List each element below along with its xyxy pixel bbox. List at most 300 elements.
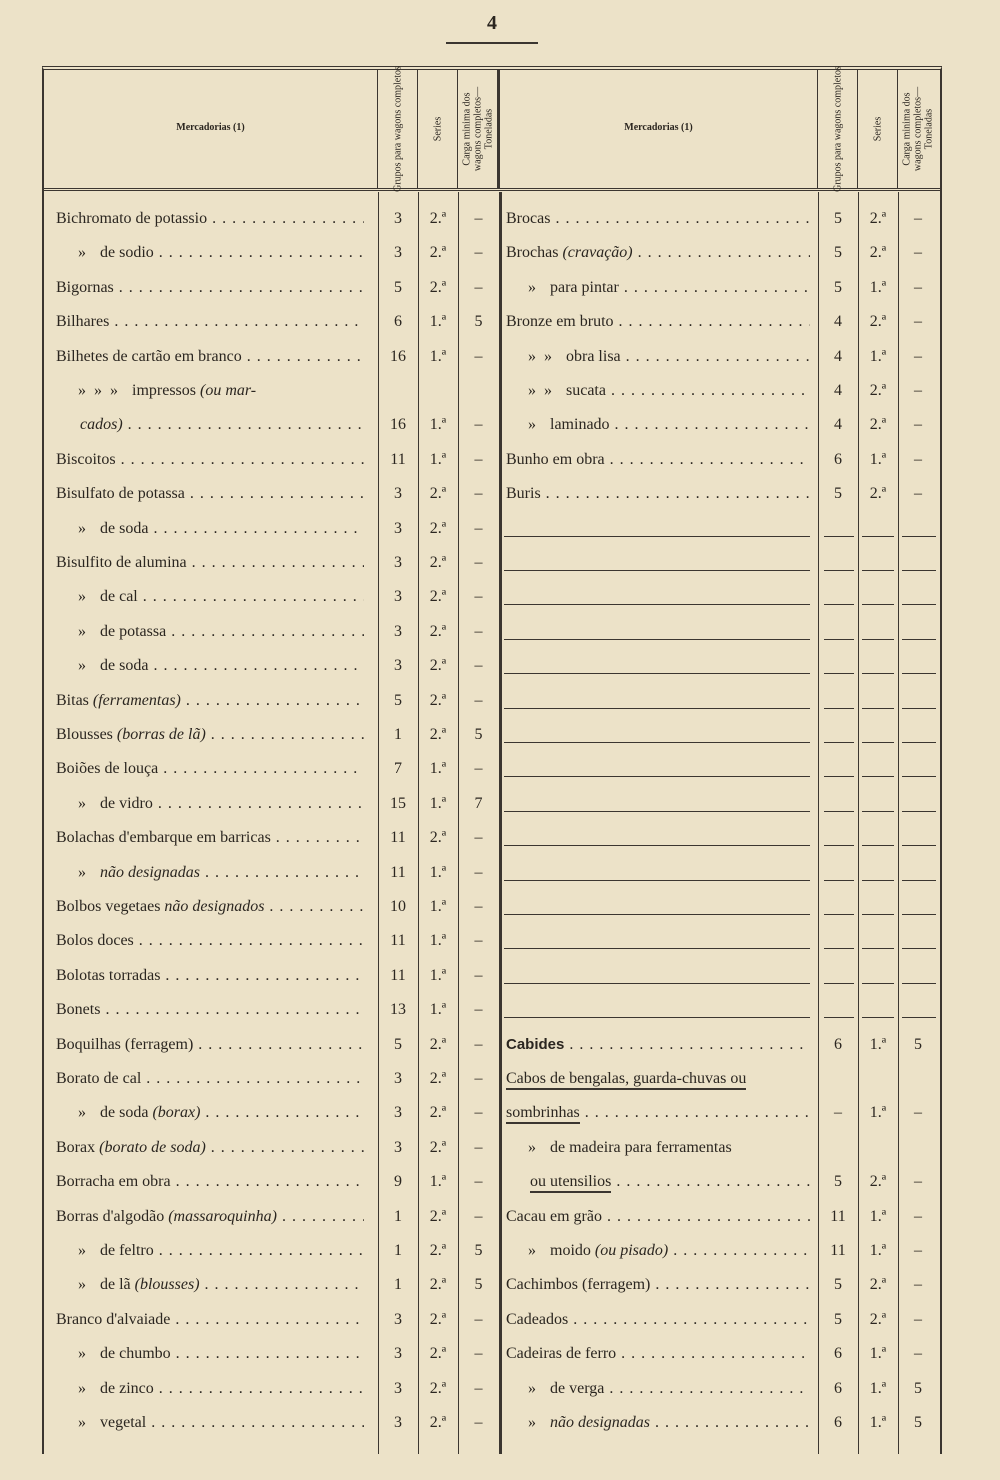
grupo-cell: 1	[394, 1242, 402, 1259]
serie-cell: 2.ª	[429, 1345, 447, 1363]
item-name	[56, 856, 364, 890]
serie-cell: 2.ª	[429, 1104, 447, 1122]
header-mercadorias-right	[500, 70, 818, 188]
item-name	[506, 1406, 810, 1440]
serie-cell: 1.ª	[429, 1173, 447, 1191]
item-qualifier: (borax)	[152, 1104, 201, 1122]
table-row	[44, 512, 940, 546]
serie-cell: 1.ª	[869, 1242, 887, 1259]
carga-cell: –	[474, 1345, 483, 1363]
item-name	[506, 236, 810, 270]
item-label: Bigornas	[56, 278, 114, 296]
item-text	[506, 210, 810, 227]
item-text	[506, 279, 810, 296]
item-name	[506, 443, 810, 477]
serie-cell: 1.ª	[869, 1207, 887, 1225]
item-label: Borracha em obra	[56, 1173, 171, 1191]
item-text	[56, 795, 364, 812]
grupo-cell: 9	[394, 1173, 402, 1191]
serie-cell: 2.ª	[429, 726, 447, 743]
grupo-cell: 5	[834, 210, 842, 227]
item-name	[506, 271, 810, 305]
item-label: Bolotas torradas	[56, 966, 161, 984]
item-label: Bolos doces	[56, 932, 134, 950]
grupo-cell: 4	[834, 313, 842, 331]
carga-cell: –	[474, 622, 483, 640]
ditto-mark: »	[78, 622, 86, 640]
item-name	[506, 477, 810, 511]
blank-rule	[504, 742, 810, 743]
item-label: Cadeados	[506, 1310, 569, 1328]
table-row	[44, 821, 940, 855]
item-qualifier: (massaroquinha)	[168, 1207, 277, 1225]
item-name	[56, 615, 364, 649]
carga-cell: –	[914, 1345, 922, 1363]
item-name	[56, 890, 364, 924]
grupo-cell: 6	[394, 313, 402, 331]
blank-rule	[504, 708, 810, 709]
item-text	[506, 313, 810, 330]
header-carga-left	[458, 70, 500, 188]
item-name	[56, 821, 364, 855]
header-series-right	[858, 70, 898, 188]
serie-cell: 1.ª	[869, 347, 887, 365]
item-name	[56, 752, 364, 786]
carga-cell: –	[474, 588, 483, 606]
header-label: Mercadorias (1)	[176, 122, 245, 133]
table-row	[44, 1131, 940, 1165]
grupo-cell: 11	[390, 829, 406, 847]
ditto-mark: »	[528, 278, 536, 296]
item-label: de soda	[100, 519, 149, 537]
ditto-mark: »	[78, 588, 86, 606]
serie-cell: 2.ª	[429, 622, 447, 640]
carga-cell: –	[474, 863, 483, 881]
item-label: Bilhares	[56, 313, 110, 331]
grupo-cell: 4	[834, 382, 842, 399]
item-name	[506, 202, 810, 236]
blank-rule	[824, 776, 854, 777]
table-row	[44, 477, 940, 511]
item-label: de verga	[550, 1379, 605, 1397]
grupo-cell: 10	[390, 898, 406, 915]
serie-cell: 2.ª	[429, 691, 447, 709]
item-text	[506, 382, 810, 399]
grupo-cell: 11	[390, 932, 406, 950]
table-row	[44, 305, 940, 339]
item-label: Branco d'alvaiade	[56, 1310, 171, 1328]
serie-cell: 1.ª	[429, 794, 447, 812]
header-mercadorias-left	[44, 70, 378, 188]
grupo-cell: 3	[394, 1138, 402, 1156]
table-row	[44, 890, 940, 924]
ditto-mark: »	[78, 244, 86, 262]
item-qualifier: (ferramentas)	[92, 691, 181, 709]
carga-cell	[898, 1131, 938, 1165]
item-label: de lã	[100, 1276, 131, 1294]
item-text	[56, 864, 364, 881]
table-row	[44, 1028, 940, 1062]
carga-cell: –	[914, 1104, 922, 1122]
header-grupos-right	[818, 66, 858, 192]
item-name	[56, 684, 364, 718]
serie-cell: 1.ª	[869, 1414, 887, 1431]
grupo-cell: 6	[834, 1035, 842, 1053]
item-text	[506, 451, 810, 468]
serie-cell: 1.ª	[429, 450, 447, 468]
grupo-cell: 3	[394, 622, 402, 640]
item-text	[506, 244, 810, 261]
header-label: Series	[872, 116, 883, 142]
carga-cell: –	[474, 210, 483, 227]
blank-rule	[902, 708, 936, 709]
blank-rule	[862, 845, 894, 846]
blank-rule	[862, 1017, 894, 1018]
blank-rule	[902, 1017, 936, 1018]
carga-cell: –	[474, 1414, 483, 1431]
serie-cell: 2.ª	[869, 244, 887, 262]
item-text	[506, 1414, 810, 1431]
blank-rule	[862, 948, 894, 949]
grupo-cell	[818, 1062, 858, 1096]
blank-rule	[504, 948, 810, 949]
serie-cell: 1.ª	[869, 1104, 887, 1122]
carga-cell: –	[474, 416, 483, 434]
item-name	[506, 1028, 810, 1062]
item-qualifier: (borras de lã)	[116, 726, 206, 743]
item-label: Bisulfito de alumina	[56, 554, 187, 571]
item-name	[506, 374, 810, 408]
serie-cell: 1.ª	[869, 1035, 887, 1053]
serie-cell: 2.ª	[429, 519, 447, 537]
header-label: Grupos para wagons completos	[832, 66, 843, 192]
blank-rule	[862, 776, 894, 777]
blank-rule	[824, 845, 854, 846]
item-label: de zinco	[100, 1379, 154, 1397]
item-text	[56, 520, 364, 537]
serie-cell: 2.ª	[429, 1414, 447, 1431]
blank-rule	[824, 742, 854, 743]
grupo-cell: 5	[394, 1035, 402, 1053]
blank-rule	[902, 742, 936, 743]
item-qualifier: não designados	[164, 898, 265, 915]
item-text	[56, 1001, 364, 1018]
grupo-cell: 3	[394, 588, 402, 606]
serie-cell: 2.ª	[869, 382, 887, 399]
ditto-mark: »	[78, 1345, 86, 1363]
item-name	[506, 1372, 810, 1406]
item-label: Bunho em obra	[506, 450, 605, 468]
serie-cell: 2.ª	[869, 1173, 887, 1191]
table-header	[44, 66, 940, 192]
serie-cell: 2.ª	[429, 1207, 447, 1225]
serie-cell: 1.ª	[869, 1379, 887, 1397]
serie-cell: 2.ª	[429, 485, 447, 503]
table-row	[44, 202, 940, 236]
table-row	[44, 993, 940, 1027]
carga-cell: –	[914, 1173, 922, 1191]
carga-cell: 5	[474, 313, 483, 331]
item-label: de feltro	[100, 1242, 154, 1259]
item-text	[56, 692, 364, 709]
grupo-cell: 1	[394, 726, 402, 743]
serie-cell: 2.ª	[429, 657, 447, 675]
serie-cell: 2.ª	[429, 554, 447, 571]
carga-cell: –	[474, 898, 483, 915]
grupo-cell: 6	[834, 1414, 842, 1431]
item-label: Borato de cal	[56, 1070, 142, 1087]
carga-cell: –	[914, 1207, 922, 1225]
table-row	[44, 924, 940, 958]
item-name	[56, 924, 364, 958]
ditto-mark: »	[78, 1379, 86, 1397]
grupo-cell: 1	[394, 1276, 402, 1294]
serie-cell	[858, 1131, 898, 1165]
item-label: vegetal	[100, 1414, 147, 1431]
carga-cell: –	[914, 347, 922, 365]
blank-rule	[862, 983, 894, 984]
item-name	[506, 1200, 810, 1234]
grupo-cell: 6	[834, 1345, 842, 1363]
table-row	[44, 1200, 940, 1234]
serie-cell: 1.ª	[429, 898, 447, 915]
carga-cell: –	[914, 278, 922, 296]
item-text	[506, 1139, 732, 1156]
header-label: Grupos para wagons completos	[392, 66, 403, 192]
item-qualifier: não designadas	[100, 863, 200, 881]
item-label: moido	[550, 1242, 591, 1259]
blank-rule	[824, 983, 854, 984]
blank-rule	[824, 880, 854, 881]
item-label: impressos	[132, 382, 196, 399]
blank-rule	[862, 673, 894, 674]
serie-cell: 1.ª	[429, 347, 447, 365]
carga-cell: –	[474, 1379, 483, 1397]
item-label: Boiões de louça	[56, 760, 159, 778]
item-qualifier: cados)	[80, 416, 123, 434]
serie-cell	[858, 1062, 898, 1096]
item-label: sucata	[566, 382, 606, 399]
table-row	[44, 408, 940, 442]
item-text	[506, 1276, 810, 1293]
grupo-cell: 5	[834, 1276, 842, 1294]
ditto-mark: »	[78, 1414, 86, 1431]
grupo-cell: 5	[834, 244, 842, 262]
carga-cell: –	[474, 485, 483, 503]
carga-cell: –	[474, 1001, 483, 1019]
item-text	[506, 1070, 746, 1090]
blank-rule	[824, 948, 854, 949]
blank-rule	[902, 845, 936, 846]
item-label: laminado	[550, 416, 610, 434]
serie-cell: 2.ª	[869, 210, 887, 227]
blank-rule	[824, 604, 854, 605]
blank-rule	[902, 948, 936, 949]
item-text	[506, 1208, 810, 1225]
grupo-cell: 16	[390, 416, 406, 434]
table-row	[44, 374, 940, 408]
carga-cell: –	[474, 244, 483, 262]
serie-cell: 2.ª	[429, 278, 447, 296]
ditto-mark: » »	[528, 347, 552, 365]
item-label: Cadeiras de ferro	[506, 1345, 617, 1363]
header-label: Carga minima dos wagons completos—Toneladas	[901, 86, 935, 172]
item-text	[506, 1380, 810, 1397]
blank-rule	[504, 673, 810, 674]
ditto-mark: »	[78, 1276, 86, 1294]
table-row	[44, 649, 940, 683]
grupo-cell: 4	[834, 416, 842, 434]
table-row	[44, 684, 940, 718]
grupo-cell: 11	[390, 966, 406, 984]
item-name	[56, 512, 364, 546]
item-label: Bronze em bruto	[506, 313, 614, 331]
table-row	[44, 787, 940, 821]
grupo-cell: 3	[394, 1310, 402, 1328]
item-label: de sodio	[100, 244, 154, 262]
carga-cell: –	[914, 1276, 922, 1294]
item-label: de soda	[100, 657, 149, 675]
item-label: Biscoitos	[56, 450, 116, 468]
table-row	[44, 959, 940, 993]
header-series-left	[418, 70, 458, 188]
grupo-cell: 11	[830, 1242, 846, 1259]
grupo-cell: 3	[394, 1070, 402, 1087]
item-name	[56, 959, 364, 993]
blank-rule	[862, 914, 894, 915]
blank-rule	[902, 880, 936, 881]
item-name	[56, 580, 364, 614]
blank-rule	[504, 811, 810, 812]
ditto-mark: »	[78, 863, 86, 881]
carga-cell: 5	[914, 1035, 922, 1053]
item-label: de soda	[100, 1104, 149, 1122]
blank-rule	[862, 880, 894, 881]
item-text	[506, 1242, 810, 1259]
item-label: Borras d'algodão	[56, 1207, 165, 1225]
serie-cell: 2.ª	[869, 1276, 887, 1294]
grupo-cell	[818, 1131, 858, 1165]
item-name	[506, 1234, 810, 1268]
serie-cell: 1.ª	[429, 1001, 447, 1019]
item-text	[506, 1173, 810, 1190]
table-row	[44, 1372, 940, 1406]
table-row	[44, 236, 940, 270]
serie-cell: 1.ª	[429, 313, 447, 331]
item-name	[506, 1303, 810, 1337]
ditto-mark: »	[528, 1242, 536, 1259]
carga-cell: –	[474, 657, 483, 675]
header-carga-right	[898, 70, 938, 188]
grupo-cell: 6	[834, 1379, 842, 1397]
item-text	[506, 348, 810, 365]
blank-rule	[824, 811, 854, 812]
blank-rule	[862, 708, 894, 709]
serie-cell: 2.ª	[429, 829, 447, 847]
item-qualifier: (blousses)	[134, 1276, 200, 1294]
serie-cell: 2.ª	[429, 588, 447, 606]
table-row	[44, 1268, 940, 1302]
serie-cell: 2.ª	[429, 1242, 447, 1259]
item-name	[506, 1268, 810, 1302]
blank-rule	[862, 536, 894, 537]
carga-cell: –	[474, 519, 483, 537]
table-row	[44, 340, 940, 374]
grupo-cell: 5	[834, 1173, 842, 1191]
grupo-cell: 3	[394, 554, 402, 571]
carga-cell: –	[474, 347, 483, 365]
serie-cell: 1.ª	[429, 863, 447, 881]
item-text	[56, 898, 364, 915]
grupo-cell: 11	[830, 1207, 846, 1225]
carga-cell: –	[914, 1310, 922, 1328]
blank-rule	[902, 639, 936, 640]
carga-cell: –	[474, 1310, 483, 1328]
carga-cell: –	[914, 313, 922, 331]
ditto-mark: »	[528, 1138, 536, 1156]
carga-cell: 5	[474, 1242, 483, 1259]
item-name	[56, 993, 364, 1027]
item-label: de madeira para ferramentas	[550, 1138, 732, 1156]
blank-rule	[862, 742, 894, 743]
table-row	[44, 443, 940, 477]
header-label: Carga minima dos wagons completos—Toneladas	[461, 86, 494, 172]
item-label: sombrinhas	[506, 1104, 580, 1124]
item-label: Cachimbos (ferragem)	[506, 1276, 651, 1294]
blank-rule	[902, 570, 936, 571]
item-label: Bisulfato de potassa	[56, 485, 185, 503]
item-name	[506, 1165, 810, 1199]
ditto-mark: »	[78, 657, 86, 675]
item-name	[506, 1096, 810, 1130]
grupo-cell: 3	[394, 1379, 402, 1397]
carga-cell: –	[914, 244, 922, 262]
blank-rule	[504, 983, 810, 984]
item-text	[506, 1104, 810, 1124]
blank-rule	[504, 914, 810, 915]
table-row	[44, 1234, 940, 1268]
ditto-mark: » » »	[78, 382, 118, 399]
blank-rule	[824, 673, 854, 674]
table-row	[44, 1096, 940, 1130]
grupo-cell: 11	[390, 863, 406, 881]
serie-cell: 1.ª	[429, 760, 447, 778]
item-qualifier: não designadas	[550, 1414, 650, 1431]
carga-cell: –	[914, 210, 922, 227]
item-name	[506, 1062, 810, 1096]
serie-cell: 2.ª	[869, 416, 887, 434]
item-label: Bonets	[56, 1001, 101, 1019]
serie-cell: 2.ª	[429, 1310, 447, 1328]
grupo-cell: 3	[394, 1104, 402, 1122]
table-row	[44, 1303, 940, 1337]
carga-cell: 7	[474, 794, 483, 812]
serie-cell: 2.ª	[429, 1035, 447, 1053]
serie-cell: 2.ª	[869, 313, 887, 331]
serie-cell: 2.ª	[429, 244, 447, 262]
carga-cell: –	[914, 382, 922, 399]
item-text	[56, 967, 364, 984]
item-text	[506, 1311, 810, 1328]
carga-cell: –	[474, 829, 483, 847]
item-label: de cal	[100, 588, 138, 606]
serie-cell: 1.ª	[869, 1345, 887, 1363]
item-label: Buris	[506, 485, 541, 503]
ditto-mark: »	[78, 1242, 86, 1259]
carga-cell	[898, 1062, 938, 1096]
ditto-mark: »	[78, 1104, 86, 1122]
ditto-mark: »	[78, 519, 86, 537]
